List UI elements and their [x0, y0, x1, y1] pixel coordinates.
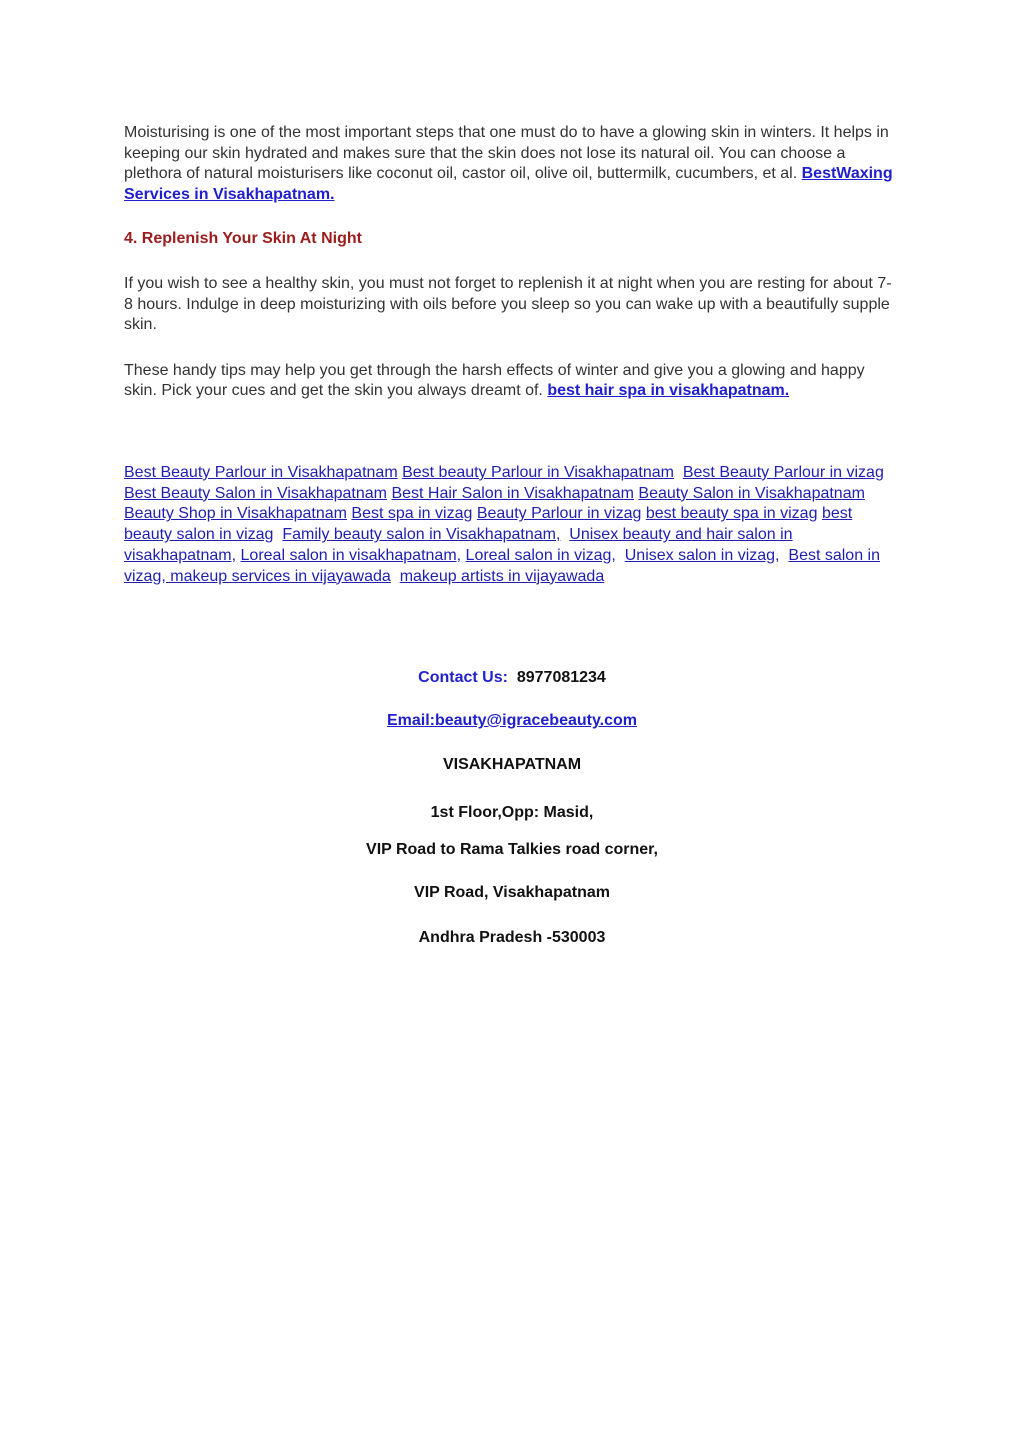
link-item[interactable]: Best Beauty Parlour in vizag: [682, 464, 884, 481]
contact-line: [0, 668, 1024, 688]
address-line-2: VIP Road to Rama Talkies road corner,: [366, 841, 658, 858]
link-item[interactable]: best beauty spa in vizag: [645, 505, 818, 523]
link-item[interactable]: Loreal salon in vizag,: [465, 546, 616, 564]
link-item[interactable]: Beauty Parlour in vizag: [476, 505, 642, 523]
city-line: VISAKHAPATNAM: [442, 756, 582, 773]
address-line-4: Andhra Pradesh -530003: [418, 929, 606, 946]
contact-phone: 8977081234: [516, 669, 606, 686]
link-item[interactable]: Best beauty Parlour in Visakhapatnam: [402, 464, 674, 481]
section-heading: 4. Replenish Your Skin At Night: [124, 230, 362, 247]
link-item[interactable]: Best Beauty Salon in Visakhapatnam: [124, 484, 387, 502]
tips-text: These handy tips may help you get through the harsh effects of winter and give you a glowing and happy skin. Pick your cues and get the skin you always dreamt of.: [124, 361, 865, 399]
email-link[interactable]: Email:beauty@igracebeauty.com: [386, 712, 638, 729]
moisturising-paragraph: [124, 123, 900, 205]
link-item[interactable]: Family beauty salon in Visakhapatnam,: [282, 526, 561, 544]
address-line-1: 1st Floor,Opp: Masid,: [430, 804, 594, 821]
replenish-paragraph: If you wish to see a healthy skin, you must not forget to replenish it at night when you are resting for about 7-8 hours. Indulge in deep moisturizing with oils before you sleep so you can wake up with a beautifully supple skin.: [124, 275, 892, 333]
seo-links-block: [124, 463, 900, 587]
link-item[interactable]: best beauty salon in vizag: [124, 505, 853, 544]
contact-label: Contact Us:: [418, 669, 508, 686]
link-item[interactable]: Unisex salon in vizag,: [624, 546, 780, 564]
link-item[interactable]: Unisex beauty and hair salon in visakhapatnam,: [124, 526, 793, 564]
email-line: [0, 711, 1024, 731]
link-item[interactable]: Loreal salon in visakhapatnam,: [240, 546, 462, 564]
article-body: [124, 123, 900, 402]
moisturising-text: Moisturising is one of the most important steps that one must do to have a glowing skin in winters. It helps in keeping our skin hydrated and makes sure that the skin does not lose its natural oil. You can choose a plethora of natural moisturisers like coconut oil, castor oil, olive oil, buttermilk, cucumbers, et al.: [124, 124, 889, 182]
link-item[interactable]: Best Hair Salon in Visakhapatnam: [391, 484, 634, 502]
waxing-services-link[interactable]: BestWaxing Services in Visakhapatnam.: [124, 165, 893, 203]
link-item[interactable]: makeup artists in vijayawada: [399, 567, 605, 585]
address-line-3: VIP Road, Visakhapatnam: [414, 884, 610, 901]
link-item[interactable]: Best Beauty Parlour in Visakhapatnam: [124, 464, 398, 481]
link-item[interactable]: Best salon in vizag, makeup services in vijayawada: [124, 546, 880, 585]
link-item[interactable]: Best spa in vizag: [351, 505, 473, 523]
tips-paragraph: [124, 361, 900, 402]
link-item[interactable]: Beauty Salon in Visakhapatnam: [638, 484, 865, 502]
hair-spa-link[interactable]: best hair spa in visakhapatnam.: [547, 382, 790, 399]
link-item[interactable]: Beauty Shop in Visakhapatnam: [124, 505, 347, 523]
